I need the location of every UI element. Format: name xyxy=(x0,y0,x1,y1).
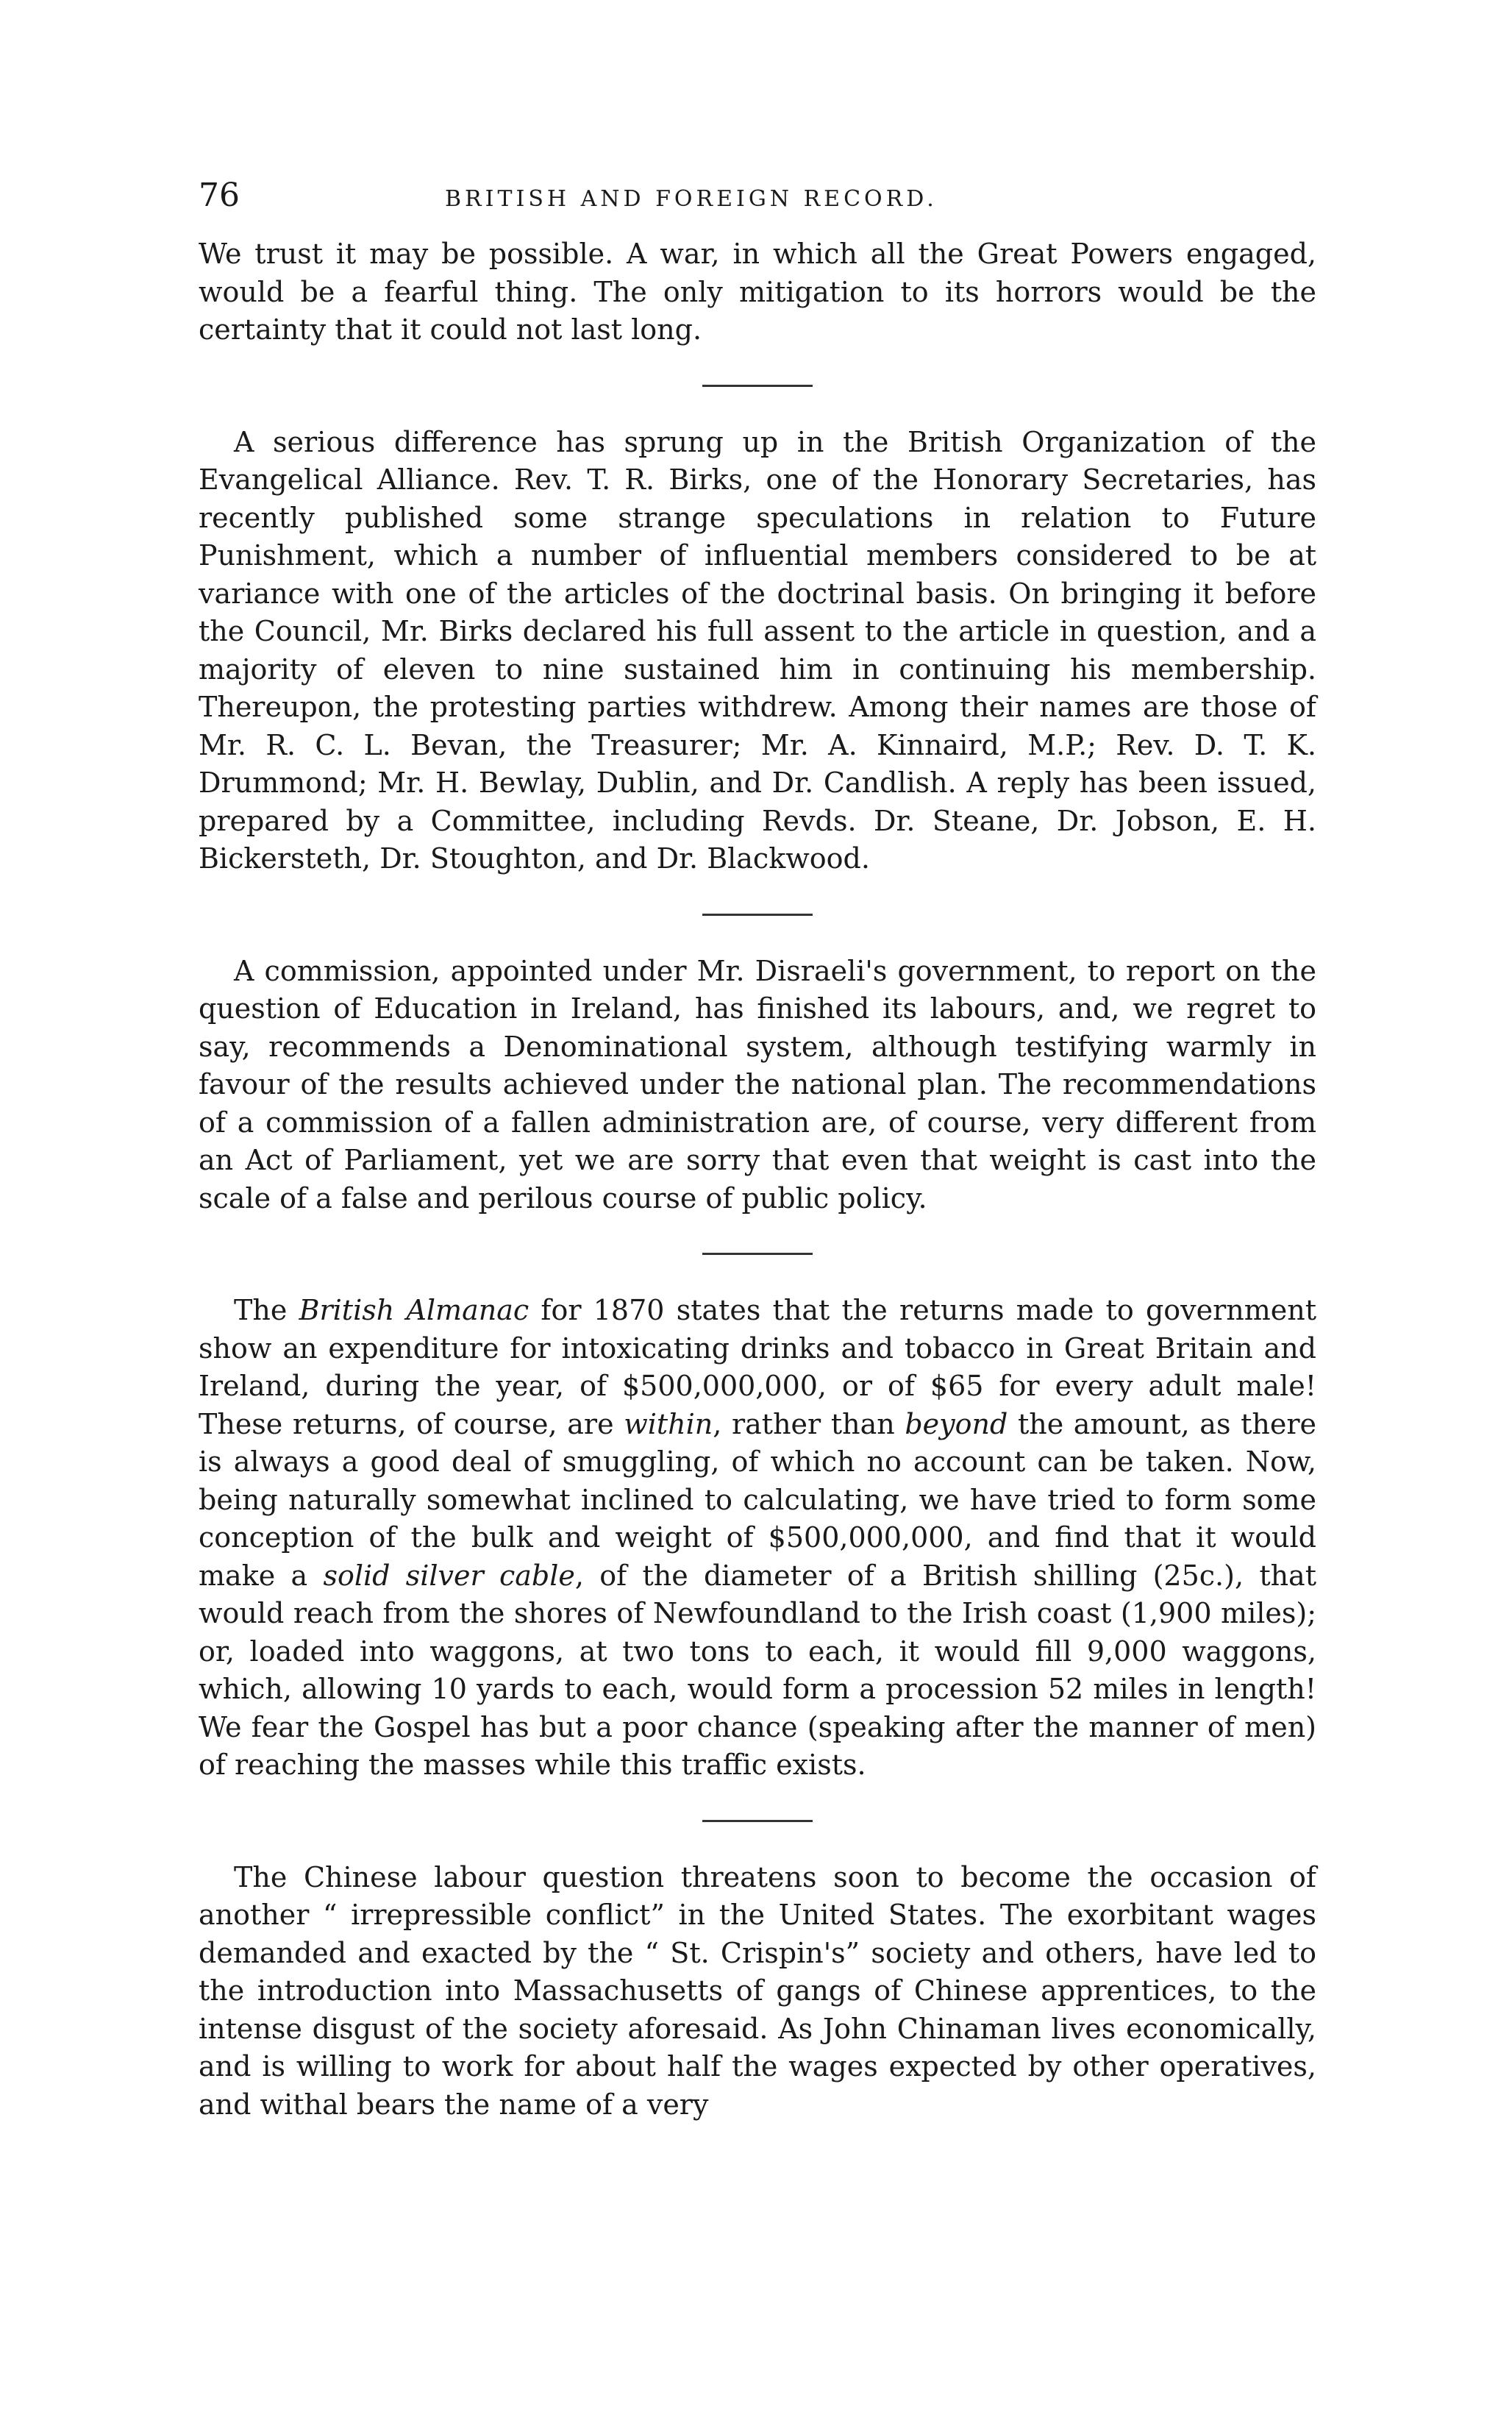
text-run: The Chinese labour question threatens soon to become the occasion of another “ irrepressible conflict” in the United States. The exorbitant wages demanded and exacted by the “ St. Crispin's” society and others, have led to the introduction into Massachusetts of gangs of Chinese apprentices, to the intense disgust of the society aforesaid. As John Chinaman lives economically, and is willing to work for about half the wages expected by other operatives, and withal bears the name of a very xyxy=(199,1860,1316,2121)
text-run: A serious difference has sprung up in the British Organization of the Evangelical Alliance. Rev. T. R. Birks, one of the Honorary Secretaries, has recently published some strange speculations in relation to Future Punishment, which a number of influential members considered to be at variance with one of the articles of the doctrinal basis. On bringing it before the Council, Mr. Birks declared his full assent to the article in question, and a majority of eleven to nine sustained him in continuing his membership. Thereupon, the protesting parties withdrew. Among their names are those of Mr. R. C. L. Bevan, the Treasurer; Mr. A. Kinnaird, M.P.; Rev. D. T. K. Drummond; Mr. H. Bewlay, Dublin, and Dr. Candlish. A reply has been issued, prepared by a Committee, including Revds. Dr. Steane, Dr. Jobson, E. H. Bickersteth, Dr. Stoughton, and Dr. Blackwood. xyxy=(199,425,1316,875)
paragraph-chinese-labour xyxy=(199,1859,1316,2124)
text-run: The xyxy=(234,1294,299,1326)
text-run: We trust it may be possible. A war, in which all the Great Powers engaged, would be a fearful thing. The only mitigation to its horrors would be the certainty that it could not last long. xyxy=(199,238,1316,346)
section-divider xyxy=(702,1253,813,1255)
paragraph-war xyxy=(199,235,1316,349)
italic-text: beyond xyxy=(905,1407,1008,1440)
italic-text: within xyxy=(624,1407,713,1440)
page-number: 76 xyxy=(199,177,240,214)
running-head: BRITISH AND FOREIGN RECORD. xyxy=(445,186,938,212)
text-run: for 1870 states that the returns made to government show an expenditure for intoxicating drinks and tobacco in Great Britain and Ireland, during the year, of $500,000,000, or of $65 for every adult male! These returns, of course, are xyxy=(199,1294,1317,1440)
italic-text: British Almanac xyxy=(299,1294,529,1326)
text-run: , of the diameter of a British shilling (25c.), that would reach from the shores of Newfoundland to the Irish coast (1,900 miles); or, loaded into waggons, at two tons to each, it would fill 9,000 waggons, which, allowing 10 yards to each, would form a procession 52 miles in length! We fear the Gospel has but a poor chance (speaking after the manner of men) of reaching the masses while this traffic exists. xyxy=(199,1559,1316,1781)
section-divider xyxy=(702,385,813,387)
section-divider xyxy=(702,914,813,916)
section-divider xyxy=(702,1820,813,1822)
paragraph-british-almanac xyxy=(199,1292,1316,1785)
text-run: the amount, as there is always a good deal of smuggling, of which no account can be taken. Now, being naturally somewhat inclined to calculating, we have tried to form some conception of the bulk and weight of $500,000,000, and find that it would make a xyxy=(199,1407,1316,1592)
italic-text: solid silver cable xyxy=(323,1559,575,1592)
paragraph-evangelical-alliance xyxy=(199,424,1316,878)
text-run: A commission, appointed under Mr. Disraeli's government, to report on the question of Education in Ireland, has finished its labours, and, we regret to say, recommends a Denominational system, although testifying warmly in favour of the results achieved under the national plan. The recommendations of a commission of a fallen administration are, of course, very different from an Act of Parliament, yet we are sorry that even that weight is cast into the scale of a false and perilous course of public policy. xyxy=(199,954,1316,1214)
text-run: , rather than xyxy=(713,1407,905,1440)
page-header xyxy=(199,177,1316,235)
document-page xyxy=(199,177,1316,2124)
paragraph-education-ireland xyxy=(199,953,1316,1218)
